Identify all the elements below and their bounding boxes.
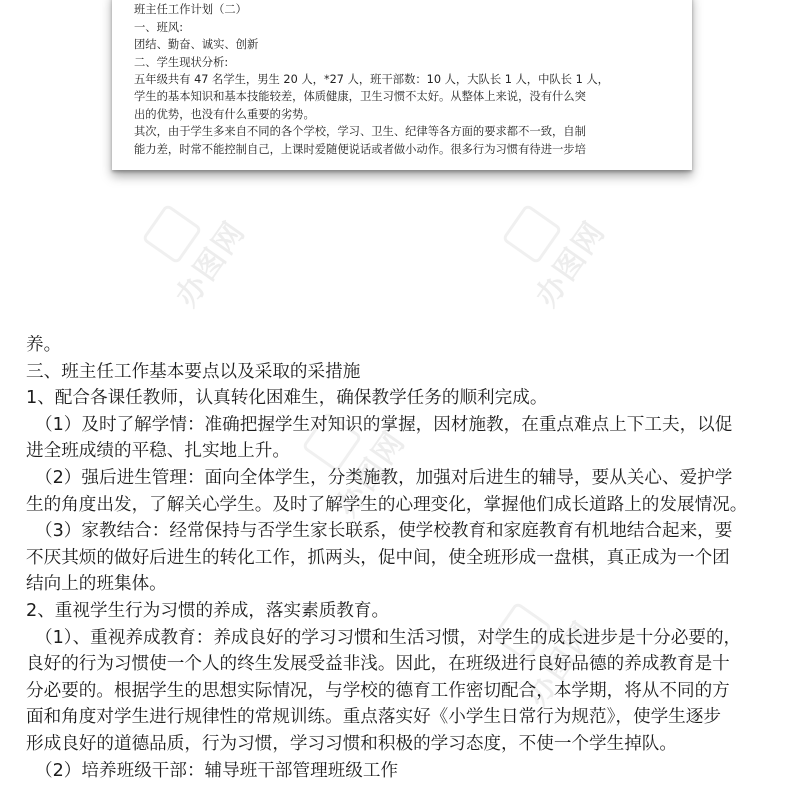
body-line: 生的角度出发，了解关心学生。及时了解学生的心理变化，掌握他们成长道路上的发展情况。 (26, 494, 748, 515)
document-page-image (112, 0, 692, 170)
body-line: 养。 (26, 335, 62, 355)
page-line: 能力差，时常不能控制自己，上课时爱随便说话或者做小动作。很多行为习惯有待进一步培 (134, 142, 586, 156)
page-line: 其次，由于学生多来自不同的各个学校，学习、卫生、纪律等各方面的要求都不一致，自制 (134, 125, 586, 139)
page-line: 出的优势，也没有什么重要的劣势。 (134, 107, 315, 121)
watermark: 办图网 (169, 214, 253, 314)
page-line: 团结、勤奋、诚实、创新 (134, 38, 259, 52)
body-line: 面和角度对学生进行规律性的常规训练。重点落实好《小学生日常行为规范》，使学生逐步 (26, 707, 721, 728)
body-line: 2、重视学生行为习惯的养成，落实素质教育。 (26, 600, 390, 621)
body-line: 进全班成绩的平稳、扎实地上升。 (26, 441, 290, 462)
watermark: 办图网 (329, 424, 413, 524)
page-line: 学生的基本知识和基本技能较差，体质健康，卫生习惯不太好。从整体上来说，没有什么突 (134, 90, 586, 104)
body-line: （1）及时了解学情：准确把握学生对知识的掌握，因材施教，在重点难点上下工夫，以促 (35, 414, 733, 435)
body-line: 形成良好的道德品质，行为习惯，学习习惯和积极的学习态度，不使一个学生掉队。 (26, 733, 677, 754)
document-body (26, 332, 786, 784)
body-line: 不厌其烦的做好后进生的转化工作，抓两头，促中间，使全班形成一盘棋，真正成为一个团 (26, 547, 730, 568)
watermark: 办图网 (519, 614, 603, 714)
watermark-logo (501, 203, 562, 264)
page-image-text (134, 0, 672, 158)
watermark-logo (141, 203, 202, 264)
page-line: 一、班风: (134, 20, 183, 34)
body-line: （2）培养班级干部：辅导班干部管理班级工作 (35, 760, 399, 781)
body-line: 1、配合各课任教师，认真转化困难生，确保教学任务的顺利完成。 (26, 388, 548, 409)
page-line: 二、学生现状分析: (134, 55, 229, 69)
page-line: 班主任工作计划（二） (134, 3, 247, 17)
body-line: 结向上的班集体。 (26, 574, 167, 595)
watermark: 办图网 (529, 214, 613, 314)
body-line: （2）强后进生管理：面向全体学生，分类施教，加强对后进生的辅导，要从关心、爱护学 (35, 467, 733, 488)
body-line: 分必要的。根据学生的思想实际情况，与学校的德育工作密切配合，本学期，将从不同的方 (26, 680, 730, 701)
section-heading: 三、班主任工作基本要点以及采取的采措施 (26, 361, 361, 382)
body-line: 良好的行为习惯使一个人的终生发展受益非浅。因此，在班级进行良好品德的养成教育是十 (26, 654, 730, 675)
body-line: （1）、重视养成教育：养成良好的学习习惯和生活习惯，对学生的成长进步是十分必要的， (35, 627, 742, 648)
page-line: 五年级共有 47 名学生，男生 20 人，*27 人，班干部数：10 人，大队长 1 人，中队长 1 人， (134, 73, 609, 87)
body-line: （3）家教结合：经常保持与否学生家长联系，使学校教育和家庭教育有机地结合起来，要 (35, 521, 733, 542)
